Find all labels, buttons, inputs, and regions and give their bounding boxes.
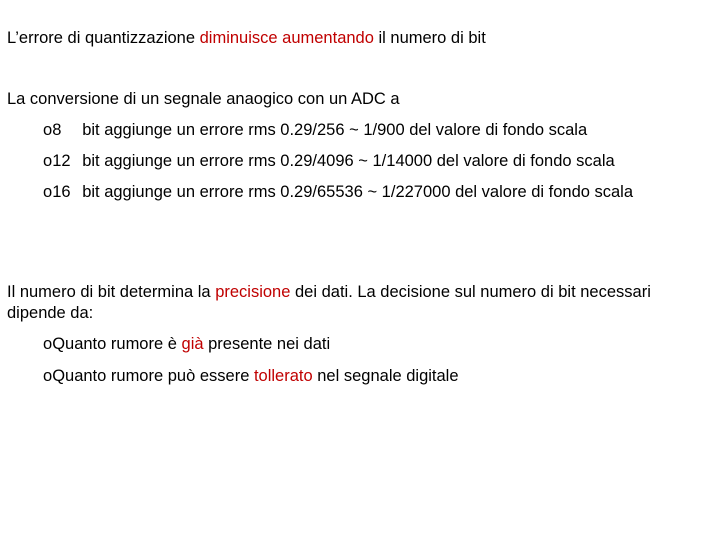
statement-text-start: L’errore di quantizzazione xyxy=(7,29,200,47)
noise-item-text-end: presente nei dati xyxy=(203,335,331,353)
precision-text-start: Il numero di bit determina la xyxy=(7,283,216,301)
noise-item-text-end: nel segnale digitale xyxy=(312,367,459,385)
noise-item-text-start: Quanto rumore è xyxy=(52,335,182,353)
statement-text-end: il numero di bit xyxy=(373,29,486,47)
adc-item-8bit xyxy=(43,120,587,141)
highlight-precisione: precisione xyxy=(215,283,291,301)
adc-item-text: bit aggiunge un errore rms 0.29/4096 ~ 1/14000 del valore di fondo scala xyxy=(82,152,615,170)
adc-item-16bit xyxy=(43,182,633,203)
bit-count: 16 xyxy=(52,183,71,201)
precision-text-end: dei dati. La decisione sul numero di bit necessari xyxy=(290,283,651,301)
adc-intro: La conversione di un segnale anaogico con un ADC a xyxy=(7,90,400,108)
bit-count: 12 xyxy=(52,152,71,170)
noise-item-present xyxy=(43,334,330,355)
bit-count: 8 xyxy=(52,121,62,139)
adc-item-text: bit aggiunge un errore rms 0.29/256 ~ 1/900 del valore di fondo scala xyxy=(82,121,588,139)
bullet-marker: o xyxy=(43,183,53,201)
bullet-marker: o xyxy=(43,121,53,139)
highlight-tollerato: tollerato xyxy=(253,367,313,385)
precision-statement-cont: dipende da: xyxy=(7,304,94,322)
bullet-marker: o xyxy=(43,367,53,385)
quantization-statement xyxy=(7,28,486,49)
adc-item-text: bit aggiunge un errore rms 0.29/65536 ~ 1/227000 del valore di fondo scala xyxy=(82,183,634,201)
highlight-diminuisce-aumentando: diminuisce aumentando xyxy=(199,29,374,47)
bullet-marker: o xyxy=(43,335,53,353)
precision-statement xyxy=(7,282,651,303)
adc-item-12bit xyxy=(43,151,615,172)
noise-item-tolerated xyxy=(43,366,459,387)
highlight-gia: già xyxy=(181,335,204,353)
noise-item-text-start: Quanto rumore può essere xyxy=(52,367,254,385)
bullet-marker: o xyxy=(43,152,53,170)
